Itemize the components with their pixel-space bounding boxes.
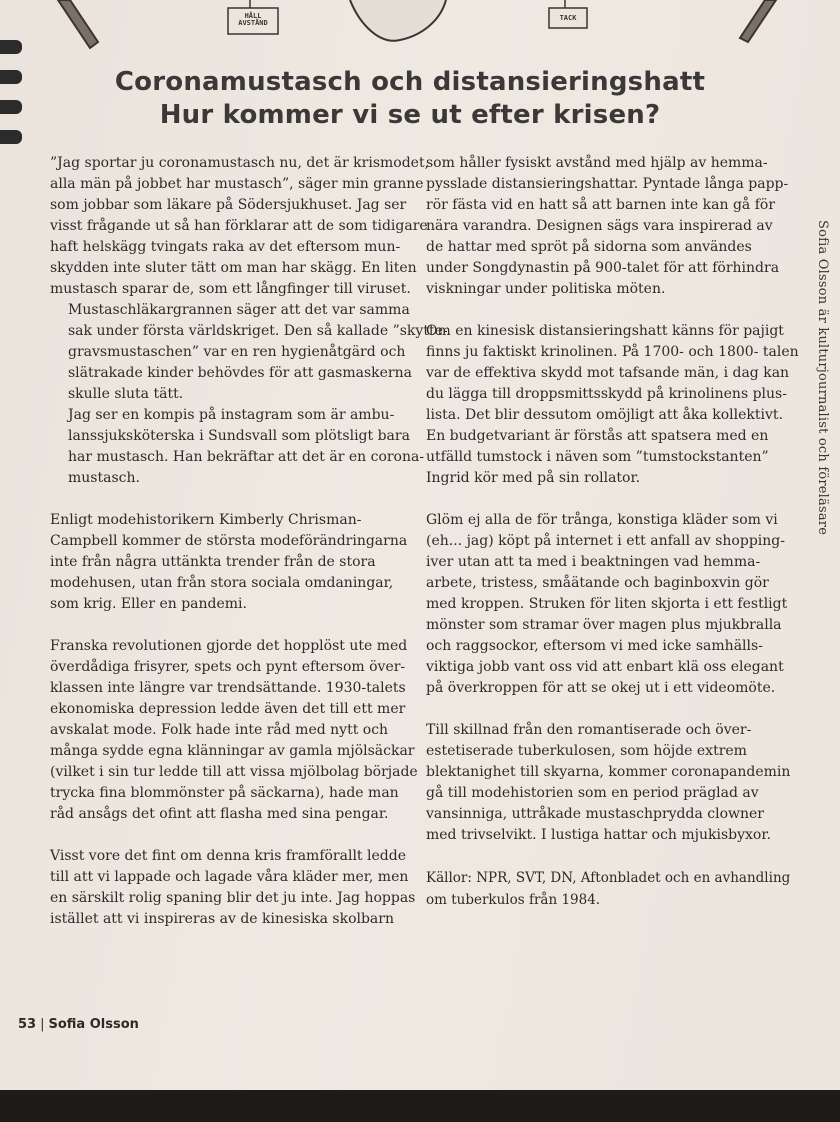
text-line: Om en kinesisk distansieringshatt känns för pajigt: [426, 323, 784, 339]
text-line: Glöm ej alla de för trånga, konstiga kläder som vi: [426, 512, 778, 528]
bag-icon: [350, 0, 446, 41]
text-line: trycka fina blommönster på säckarna), hade man: [50, 785, 399, 801]
paragraph: [426, 720, 796, 846]
text-line: slätrakade kinder behövdes för att gasmaskerna: [68, 365, 412, 381]
page-number: 53: [18, 1017, 37, 1032]
text-line: Enligt modehistorikern Kimberly Chrisman-: [50, 512, 362, 528]
page-footer: [18, 1017, 139, 1032]
text-line: avskalat mode. Folk hade inte råd med nytt och: [50, 722, 389, 738]
article-title: [60, 66, 760, 132]
paragraph: [50, 636, 418, 825]
text-line: estetiserade tuberkulosen, som höjde extrem: [426, 743, 747, 759]
text-line: pysslade distansieringshattar. Pyntade långa papp-: [426, 176, 789, 192]
text-line: vansinniga, uttråkade mustaschprydda clowner: [426, 806, 764, 822]
text-line: blektanighet till skyarna, kommer coronapandemin: [426, 764, 791, 780]
text-line: Campbell kommer de största modeförändringarna: [50, 533, 408, 549]
text-line: gravsmustaschen” var en ren hygienåtgärd och: [68, 344, 406, 360]
text-line: med trivselvikt. I lustiga hattar och mjukisbyxor.: [426, 827, 771, 843]
text-line: visst frågande ut så han förklarar att de som tidigare: [50, 218, 428, 234]
author-bio-vertical: Sofia Olsson är kulturjournalist och föreläsare: [815, 220, 830, 536]
sign-left-text: HÅLL AVSTÅND: [238, 12, 268, 27]
text-line: skydden inte sluter tätt om man har skägg. En liten: [50, 260, 417, 276]
footer-author: Sofia Olsson: [48, 1017, 139, 1032]
text-line: som håller fysiskt avstånd med hjälp av hemma-: [426, 155, 768, 171]
bat-left-icon: [58, 0, 98, 48]
text-line: de hattar med spröt på sidorna som användes: [426, 239, 752, 255]
paragraph: [50, 300, 448, 405]
text-line: om tuberkulos från 1984.: [426, 892, 601, 908]
title-line-2: Hur kommer vi se ut efter krisen?: [159, 100, 661, 130]
text-line: sak under första världskriget. Den så kallade ”skytte-: [68, 323, 448, 339]
text-line: rör fästa vid en hatt så att barnen inte kan gå för: [426, 197, 776, 213]
text-line: och raggsockor, eftersom vi med icke samhälls-: [426, 638, 763, 654]
text-line: var de effektiva skydd mot tafsande män, i dag kan: [426, 365, 790, 381]
text-line: lista. Det blir dessutom omöjligt att åka kollektivt.: [426, 407, 783, 423]
paragraph: [426, 510, 796, 699]
text-line: Källor: NPR, SVT, DN, Aftonbladet och en avhandling: [426, 870, 791, 886]
text-line: modehusen, utan från stora sociala omdaningar,: [50, 575, 394, 591]
text-line: många sydde egna klänningar av gamla mjölsäckar: [50, 743, 415, 759]
text-line: med kroppen. Struken för liten skjorta i ett festligt: [426, 596, 788, 612]
text-line: alla män på jobbet har mustasch”, säger min granne: [50, 176, 424, 192]
paragraph: [50, 846, 416, 930]
text-line: överdådiga frisyrer, spets och pynt eftersom över-: [50, 659, 406, 675]
text-line: Jag ser en kompis på instagram som är ambu-: [68, 407, 395, 423]
text-line: lanssjuksköterska i Sundsvall som plötsligt bara: [68, 428, 410, 444]
paragraph: [426, 153, 796, 300]
text-line: finns ju faktiskt krinolinen. På 1700- och 1800- talen: [426, 344, 799, 360]
right-column: [426, 153, 799, 911]
text-line: iver utan att ta med i beaktningen vad hemma-: [426, 554, 761, 570]
text-line: har mustasch. Han bekräftar att det är en corona-: [68, 449, 425, 465]
text-line: på överkroppen för att se okej ut i ett videomöte.: [426, 680, 776, 696]
text-line: ”Jag sportar ju coronamustasch nu, det är krismodet,: [50, 155, 430, 171]
footer-separator: |: [40, 1017, 45, 1032]
text-line: Ingrid kör med på sin rollator.: [426, 470, 641, 486]
title-line-1: Coronamustasch och distansieringshatt: [114, 67, 706, 97]
text-line: en särskilt rolig spaning blir det ju inte. Jag hoppas: [50, 890, 416, 906]
text-line: under Songdynastin på 900-talet för att förhindra: [426, 260, 780, 276]
text-line: mustasch sparar de, som ett långfinger till viruset.: [50, 281, 411, 297]
text-line: Mustaschläkargrannen säger att det var samma: [68, 302, 410, 318]
paragraph: [50, 510, 410, 615]
text-line: arbete, tristess, småätande och baginboxvin gör: [426, 575, 769, 591]
text-line: Visst vore det fint om denna kris framförallt ledde: [50, 848, 406, 864]
paragraph: [426, 867, 796, 911]
text-line: som krig. Eller en pandemi.: [50, 596, 247, 612]
text-line: klassen inte längre var trendsättande. 1930-talets: [50, 680, 406, 696]
text-line: mönster som stramar över magen plus mjukbralla: [426, 617, 782, 633]
text-line: gå till modehistorien som en period präglad av: [426, 785, 759, 801]
text-line: som jobbar som läkare på Södersjukhuset. Jag ser: [50, 197, 407, 213]
bat-right-icon: [740, 0, 776, 42]
text-line: mustasch.: [68, 470, 140, 486]
left-column: [50, 153, 448, 930]
text-line: (eh... jag) köpt på internet i ett anfall av shopping-: [426, 533, 785, 549]
text-line: ekonomiska depression ledde även det till ett mer: [50, 701, 406, 717]
text-line: skulle sluta tätt.: [68, 386, 184, 402]
text-line: du lägga till droppsmittsskydd på krinolinens plus-: [426, 386, 787, 402]
text-line: till att vi lappade och lagade våra kläder mer, men: [50, 869, 409, 885]
text-line: En budgetvariant är förstås att spatsera med en: [426, 428, 769, 444]
text-line: Till skillnad från den romantiserade och över-: [426, 722, 752, 738]
text-line: (vilket i sin tur ledde till att vissa mjölbolag började: [50, 764, 418, 780]
text-line: viktiga jobb vant oss vid att enbart klä oss elegant: [426, 659, 784, 675]
text-line: viskningar under politiska möten.: [426, 281, 666, 297]
header-illustration: [0, 0, 840, 60]
text-line: Franska revolutionen gjorde det hopplöst ute med: [50, 638, 408, 654]
text-line: nära varandra. Designen sägs vara inspirerad av: [426, 218, 773, 234]
paragraph: [50, 153, 430, 300]
paragraph: [50, 405, 425, 489]
spiral-binding: [0, 40, 22, 180]
text-line: haft helskägg tvingats raka av det eftersom mun-: [50, 239, 401, 255]
text-line: istället att vi inspireras av de kinesiska skolbarn: [50, 911, 394, 927]
text-line: inte från några uttänkta trender från de stora: [50, 554, 376, 570]
text-line: utfälld tumstock i näven som ”tumstockstanten”: [426, 449, 769, 465]
text-line: råd ansågs det ofint att flasha med sina pengar.: [50, 806, 389, 822]
paragraph: [426, 321, 799, 489]
sign-right-text: TACK: [559, 14, 577, 22]
